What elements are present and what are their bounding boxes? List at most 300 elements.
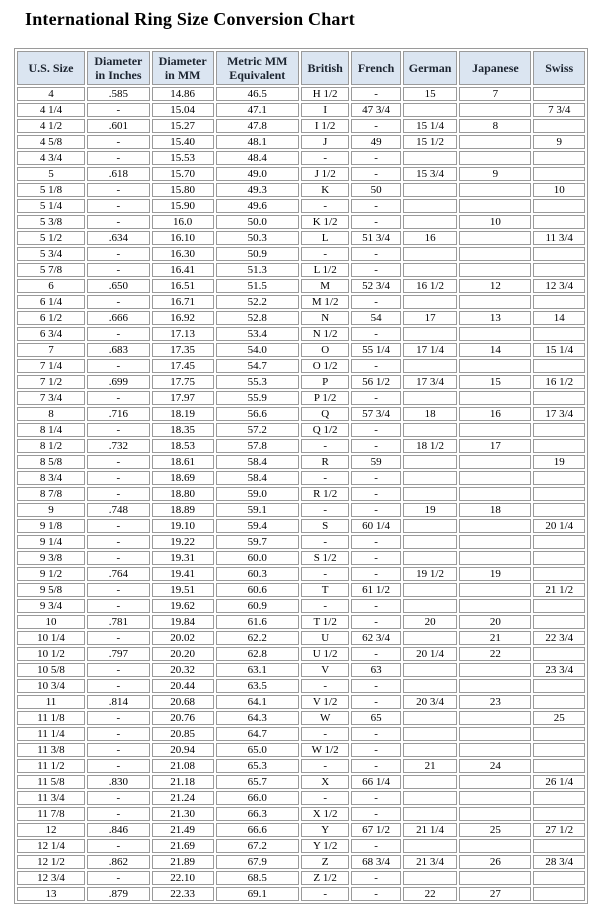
table-cell: - — [351, 199, 400, 213]
table-cell: 26 — [459, 855, 531, 869]
table-cell: 15 — [403, 87, 458, 101]
table-cell: - — [351, 423, 400, 437]
table-cell: 48.4 — [216, 151, 299, 165]
table-cell: 21.30 — [152, 807, 214, 821]
table-cell — [403, 583, 458, 597]
table-cell: - — [351, 439, 400, 453]
table-cell: 25 — [533, 711, 585, 725]
table-cell: 23 3/4 — [533, 663, 585, 677]
table-cell: J 1/2 — [301, 167, 349, 181]
table-cell — [533, 391, 585, 405]
table-cell: 52 3/4 — [351, 279, 400, 293]
table-cell: - — [351, 471, 400, 485]
table-cell: .650 — [87, 279, 150, 293]
table-cell — [403, 839, 458, 853]
table-cell: 69.1 — [216, 887, 299, 901]
table-cell: - — [301, 151, 349, 165]
table-cell — [403, 663, 458, 677]
table-cell: 20 — [403, 615, 458, 629]
table-cell: 10 5/8 — [17, 663, 85, 677]
table-cell: 4 3/4 — [17, 151, 85, 165]
table-row — [17, 135, 585, 149]
table-cell: 16.0 — [152, 215, 214, 229]
table-cell: 14.86 — [152, 87, 214, 101]
table-cell — [533, 791, 585, 805]
table-cell: 10 1/4 — [17, 631, 85, 645]
table-cell: 22.33 — [152, 887, 214, 901]
table-cell: 12 — [459, 279, 531, 293]
table-cell: 6 — [17, 279, 85, 293]
table-cell — [403, 679, 458, 693]
table-cell: - — [87, 199, 150, 213]
table-cell: 12 — [17, 823, 85, 837]
table-cell: 13 — [459, 311, 531, 325]
table-cell: 65.3 — [216, 759, 299, 773]
table-cell: 17 — [403, 311, 458, 325]
table-cell: 5 7/8 — [17, 263, 85, 277]
table-cell: - — [351, 327, 400, 341]
table-row — [17, 215, 585, 229]
table-cell: 49.6 — [216, 199, 299, 213]
table-cell: S — [301, 519, 349, 533]
table-cell: 20 1/4 — [403, 647, 458, 661]
table-cell: 66.6 — [216, 823, 299, 837]
table-cell: 49 — [351, 135, 400, 149]
table-cell: - — [87, 391, 150, 405]
table-cell: 19.62 — [152, 599, 214, 613]
table-cell: 12 1/4 — [17, 839, 85, 853]
table-cell: T 1/2 — [301, 615, 349, 629]
table-cell — [533, 263, 585, 277]
table-row — [17, 743, 585, 757]
column-header: Swiss — [533, 51, 585, 85]
table-row — [17, 775, 585, 789]
column-header: British — [301, 51, 349, 85]
table-cell: 19.22 — [152, 535, 214, 549]
table-cell — [459, 231, 531, 245]
table-cell: 18.69 — [152, 471, 214, 485]
table-cell — [459, 663, 531, 677]
table-cell — [533, 759, 585, 773]
table-row — [17, 663, 585, 677]
table-cell — [459, 487, 531, 501]
table-cell — [533, 695, 585, 709]
table-cell — [459, 151, 531, 165]
column-header: U.S. Size — [17, 51, 85, 85]
page-title: International Ring Size Conversion Chart — [25, 9, 356, 29]
table-cell: - — [351, 647, 400, 661]
table-cell: 15 1/4 — [533, 343, 585, 357]
table-cell: 16.41 — [152, 263, 214, 277]
table-cell: 55.3 — [216, 375, 299, 389]
table-cell: 4 1/4 — [17, 103, 85, 117]
table-cell: K — [301, 183, 349, 197]
table-cell — [533, 439, 585, 453]
table-cell: 16.51 — [152, 279, 214, 293]
table-cell: - — [351, 599, 400, 613]
table-cell: .764 — [87, 567, 150, 581]
table-cell: .814 — [87, 695, 150, 709]
table-cell: - — [87, 183, 150, 197]
table-cell — [403, 807, 458, 821]
table-cell: .732 — [87, 439, 150, 453]
table-cell — [459, 583, 531, 597]
table-cell: V — [301, 663, 349, 677]
table-cell — [403, 871, 458, 885]
table-cell — [459, 471, 531, 485]
table-cell: - — [351, 535, 400, 549]
table-cell: N — [301, 311, 349, 325]
table-cell — [533, 87, 585, 101]
table-cell: - — [87, 807, 150, 821]
table-cell — [403, 743, 458, 757]
table-cell: 21 1/2 — [533, 583, 585, 597]
table-cell: 8 5/8 — [17, 455, 85, 469]
table-cell: 47.1 — [216, 103, 299, 117]
table-cell: 9 5/8 — [17, 583, 85, 597]
table-cell: 51.5 — [216, 279, 299, 293]
table-cell: 16 — [459, 407, 531, 421]
table-cell: 50.9 — [216, 247, 299, 261]
table-cell: .846 — [87, 823, 150, 837]
table-cell — [403, 199, 458, 213]
table-cell: 20.44 — [152, 679, 214, 693]
table-cell — [403, 103, 458, 117]
table-cell: .830 — [87, 775, 150, 789]
table-cell: 50.3 — [216, 231, 299, 245]
table-cell: .618 — [87, 167, 150, 181]
table-cell: 13 — [17, 887, 85, 901]
table-cell: - — [87, 679, 150, 693]
table-cell: 16.71 — [152, 295, 214, 309]
table-cell — [403, 359, 458, 373]
table-row — [17, 167, 585, 181]
table-cell: 28 3/4 — [533, 855, 585, 869]
table-cell: 24 — [459, 759, 531, 773]
table-cell: 67.9 — [216, 855, 299, 869]
table-cell — [533, 503, 585, 517]
table-cell: 15.80 — [152, 183, 214, 197]
table-cell: Y — [301, 823, 349, 837]
table-cell: 19.41 — [152, 567, 214, 581]
table-cell: - — [351, 567, 400, 581]
table-cell — [403, 391, 458, 405]
table-cell: - — [301, 503, 349, 517]
table-cell: 20.20 — [152, 647, 214, 661]
table-cell: 15.53 — [152, 151, 214, 165]
table-cell: 15.04 — [152, 103, 214, 117]
table-cell: 11 5/8 — [17, 775, 85, 789]
table-cell: - — [351, 871, 400, 885]
table-row — [17, 839, 585, 853]
table-cell — [403, 791, 458, 805]
table-cell — [403, 263, 458, 277]
table-cell — [403, 727, 458, 741]
table-cell: 64.7 — [216, 727, 299, 741]
table-cell: .716 — [87, 407, 150, 421]
table-row — [17, 711, 585, 725]
table-row — [17, 551, 585, 565]
table-cell: 5 3/8 — [17, 215, 85, 229]
table-cell: N 1/2 — [301, 327, 349, 341]
table-cell: 66 1/4 — [351, 775, 400, 789]
table-cell: .601 — [87, 119, 150, 133]
table-cell: - — [87, 471, 150, 485]
table-cell: 62.8 — [216, 647, 299, 661]
table-cell: - — [87, 423, 150, 437]
table-cell — [459, 247, 531, 261]
table-cell: 10 — [533, 183, 585, 197]
table-cell — [403, 711, 458, 725]
table-cell: 60.0 — [216, 551, 299, 565]
table-cell: 14 — [533, 311, 585, 325]
table-cell: 5 1/2 — [17, 231, 85, 245]
table-cell: 62.2 — [216, 631, 299, 645]
table-cell: - — [301, 567, 349, 581]
table-cell — [403, 215, 458, 229]
table-cell — [459, 743, 531, 757]
table-cell: 63.5 — [216, 679, 299, 693]
table-cell: 47.8 — [216, 119, 299, 133]
table-cell — [533, 551, 585, 565]
table-cell: - — [87, 151, 150, 165]
table-cell: 19 1/2 — [403, 567, 458, 581]
table-cell: 16.10 — [152, 231, 214, 245]
table-cell: 21 — [403, 759, 458, 773]
table-cell: - — [87, 215, 150, 229]
table-cell: 8 — [17, 407, 85, 421]
table-cell: 68.5 — [216, 871, 299, 885]
table-cell: 49.0 — [216, 167, 299, 181]
table-cell: 20 1/4 — [533, 519, 585, 533]
table-cell: 15.90 — [152, 199, 214, 213]
table-body — [17, 87, 585, 901]
column-header: Diameter in Inches — [87, 51, 150, 85]
table-row — [17, 823, 585, 837]
table-cell: 10 — [459, 215, 531, 229]
table-row — [17, 343, 585, 357]
table-cell — [533, 327, 585, 341]
table-cell: 9 — [17, 503, 85, 517]
table-cell: 60.6 — [216, 583, 299, 597]
table-cell: - — [87, 839, 150, 853]
table-cell: T — [301, 583, 349, 597]
table-cell: 59.4 — [216, 519, 299, 533]
table-row — [17, 375, 585, 389]
table-cell: H 1/2 — [301, 87, 349, 101]
table-cell: - — [351, 119, 400, 133]
table-cell — [533, 647, 585, 661]
table-cell: - — [301, 791, 349, 805]
table-row — [17, 631, 585, 645]
table-row — [17, 263, 585, 277]
table-cell: 6 1/4 — [17, 295, 85, 309]
table-row — [17, 311, 585, 325]
table-cell: R 1/2 — [301, 487, 349, 501]
table-cell: U — [301, 631, 349, 645]
table-cell: - — [351, 759, 400, 773]
table-cell — [533, 295, 585, 309]
table-cell: R — [301, 455, 349, 469]
table-cell: - — [87, 791, 150, 805]
table-cell: 21.89 — [152, 855, 214, 869]
table-cell: 19.51 — [152, 583, 214, 597]
table-cell: 11 1/2 — [17, 759, 85, 773]
table-cell — [533, 807, 585, 821]
table-cell: 5 3/4 — [17, 247, 85, 261]
table-cell: - — [351, 503, 400, 517]
table-cell: 19.10 — [152, 519, 214, 533]
table-cell: W — [301, 711, 349, 725]
table-cell: - — [87, 327, 150, 341]
table-row — [17, 519, 585, 533]
table-cell: 18 1/2 — [403, 439, 458, 453]
table-cell — [403, 423, 458, 437]
table-cell — [533, 247, 585, 261]
table-cell: 55 1/4 — [351, 343, 400, 357]
table-cell: 18 — [403, 407, 458, 421]
table-cell: .797 — [87, 647, 150, 661]
table-cell — [403, 151, 458, 165]
table-cell: - — [87, 743, 150, 757]
table-cell — [533, 535, 585, 549]
table-cell: 11 3/8 — [17, 743, 85, 757]
table-cell: 16 — [403, 231, 458, 245]
table-cell — [533, 471, 585, 485]
table-cell: Q 1/2 — [301, 423, 349, 437]
table-cell — [403, 599, 458, 613]
table-row — [17, 759, 585, 773]
table-cell: 60.3 — [216, 567, 299, 581]
table-cell — [403, 519, 458, 533]
table-cell — [403, 295, 458, 309]
table-cell: 12 3/4 — [533, 279, 585, 293]
table-cell: 7 — [459, 87, 531, 101]
table-cell: 59.7 — [216, 535, 299, 549]
table-cell: I 1/2 — [301, 119, 349, 133]
table-cell: 21 3/4 — [403, 855, 458, 869]
table-cell: 20 3/4 — [403, 695, 458, 709]
table-row — [17, 183, 585, 197]
table-cell: 23 — [459, 695, 531, 709]
table-cell — [459, 807, 531, 821]
table-cell: 64.3 — [216, 711, 299, 725]
table-cell: - — [301, 727, 349, 741]
table-cell: .862 — [87, 855, 150, 869]
table-cell: 54.0 — [216, 343, 299, 357]
table-cell: - — [87, 455, 150, 469]
table-cell — [459, 295, 531, 309]
table-cell — [533, 215, 585, 229]
table-cell: 7 1/2 — [17, 375, 85, 389]
table-cell: 6 1/2 — [17, 311, 85, 325]
table-cell: - — [87, 359, 150, 373]
table-cell: 20.02 — [152, 631, 214, 645]
table-cell: - — [301, 439, 349, 453]
table-cell — [459, 263, 531, 277]
table-cell: 25 — [459, 823, 531, 837]
table-cell: 10 1/2 — [17, 647, 85, 661]
table-cell: - — [87, 871, 150, 885]
table-cell: .781 — [87, 615, 150, 629]
table-cell — [533, 487, 585, 501]
table-cell: - — [87, 759, 150, 773]
table-cell: 49.3 — [216, 183, 299, 197]
table-cell: 15 — [459, 375, 531, 389]
table-cell: .699 — [87, 375, 150, 389]
table-cell: 54 — [351, 311, 400, 325]
table-cell: 15 1/4 — [403, 119, 458, 133]
table-cell: 5 1/4 — [17, 199, 85, 213]
table-cell: - — [351, 295, 400, 309]
table-cell: P — [301, 375, 349, 389]
table-cell: 21.69 — [152, 839, 214, 853]
table-cell — [403, 775, 458, 789]
table-cell: - — [351, 695, 400, 709]
table-cell — [459, 727, 531, 741]
table-cell — [533, 359, 585, 373]
table-row — [17, 87, 585, 101]
table-cell: 20.32 — [152, 663, 214, 677]
table-cell — [403, 631, 458, 645]
table-cell: - — [87, 535, 150, 549]
table-row — [17, 471, 585, 485]
table-cell — [533, 615, 585, 629]
table-cell: O — [301, 343, 349, 357]
table-row — [17, 423, 585, 437]
table-cell: 21.49 — [152, 823, 214, 837]
table-cell: 18.89 — [152, 503, 214, 517]
table-cell: 17 — [459, 439, 531, 453]
table-cell: 18.80 — [152, 487, 214, 501]
table-cell — [403, 183, 458, 197]
table-cell: - — [351, 167, 400, 181]
table-cell: 4 — [17, 87, 85, 101]
table-cell: 8 1/4 — [17, 423, 85, 437]
table-row — [17, 855, 585, 869]
table-cell: - — [351, 151, 400, 165]
table-cell — [459, 679, 531, 693]
table-cell: 59.0 — [216, 487, 299, 501]
table-cell: 17 3/4 — [533, 407, 585, 421]
table-cell: - — [351, 615, 400, 629]
table-cell: 18.35 — [152, 423, 214, 437]
table-cell: 21.08 — [152, 759, 214, 773]
table-cell — [459, 599, 531, 613]
table-cell: 21 1/4 — [403, 823, 458, 837]
table-cell: 65.0 — [216, 743, 299, 757]
table-cell — [403, 327, 458, 341]
table-cell: 57.8 — [216, 439, 299, 453]
table-cell: - — [351, 359, 400, 373]
table-row — [17, 535, 585, 549]
table-cell: - — [351, 887, 400, 901]
table-cell — [533, 567, 585, 581]
table-cell: 10 3/4 — [17, 679, 85, 693]
table-cell — [533, 887, 585, 901]
table-cell: W 1/2 — [301, 743, 349, 757]
column-header: Japanese — [459, 51, 531, 85]
table-cell: - — [301, 247, 349, 261]
table-row — [17, 647, 585, 661]
column-header: Metric MM Equivalent — [216, 51, 299, 85]
table-cell: 18.53 — [152, 439, 214, 453]
table-cell: - — [87, 583, 150, 597]
table-cell: .634 — [87, 231, 150, 245]
table-cell: 19 — [459, 567, 531, 581]
table-cell: 60.9 — [216, 599, 299, 613]
table-cell: 20.68 — [152, 695, 214, 709]
